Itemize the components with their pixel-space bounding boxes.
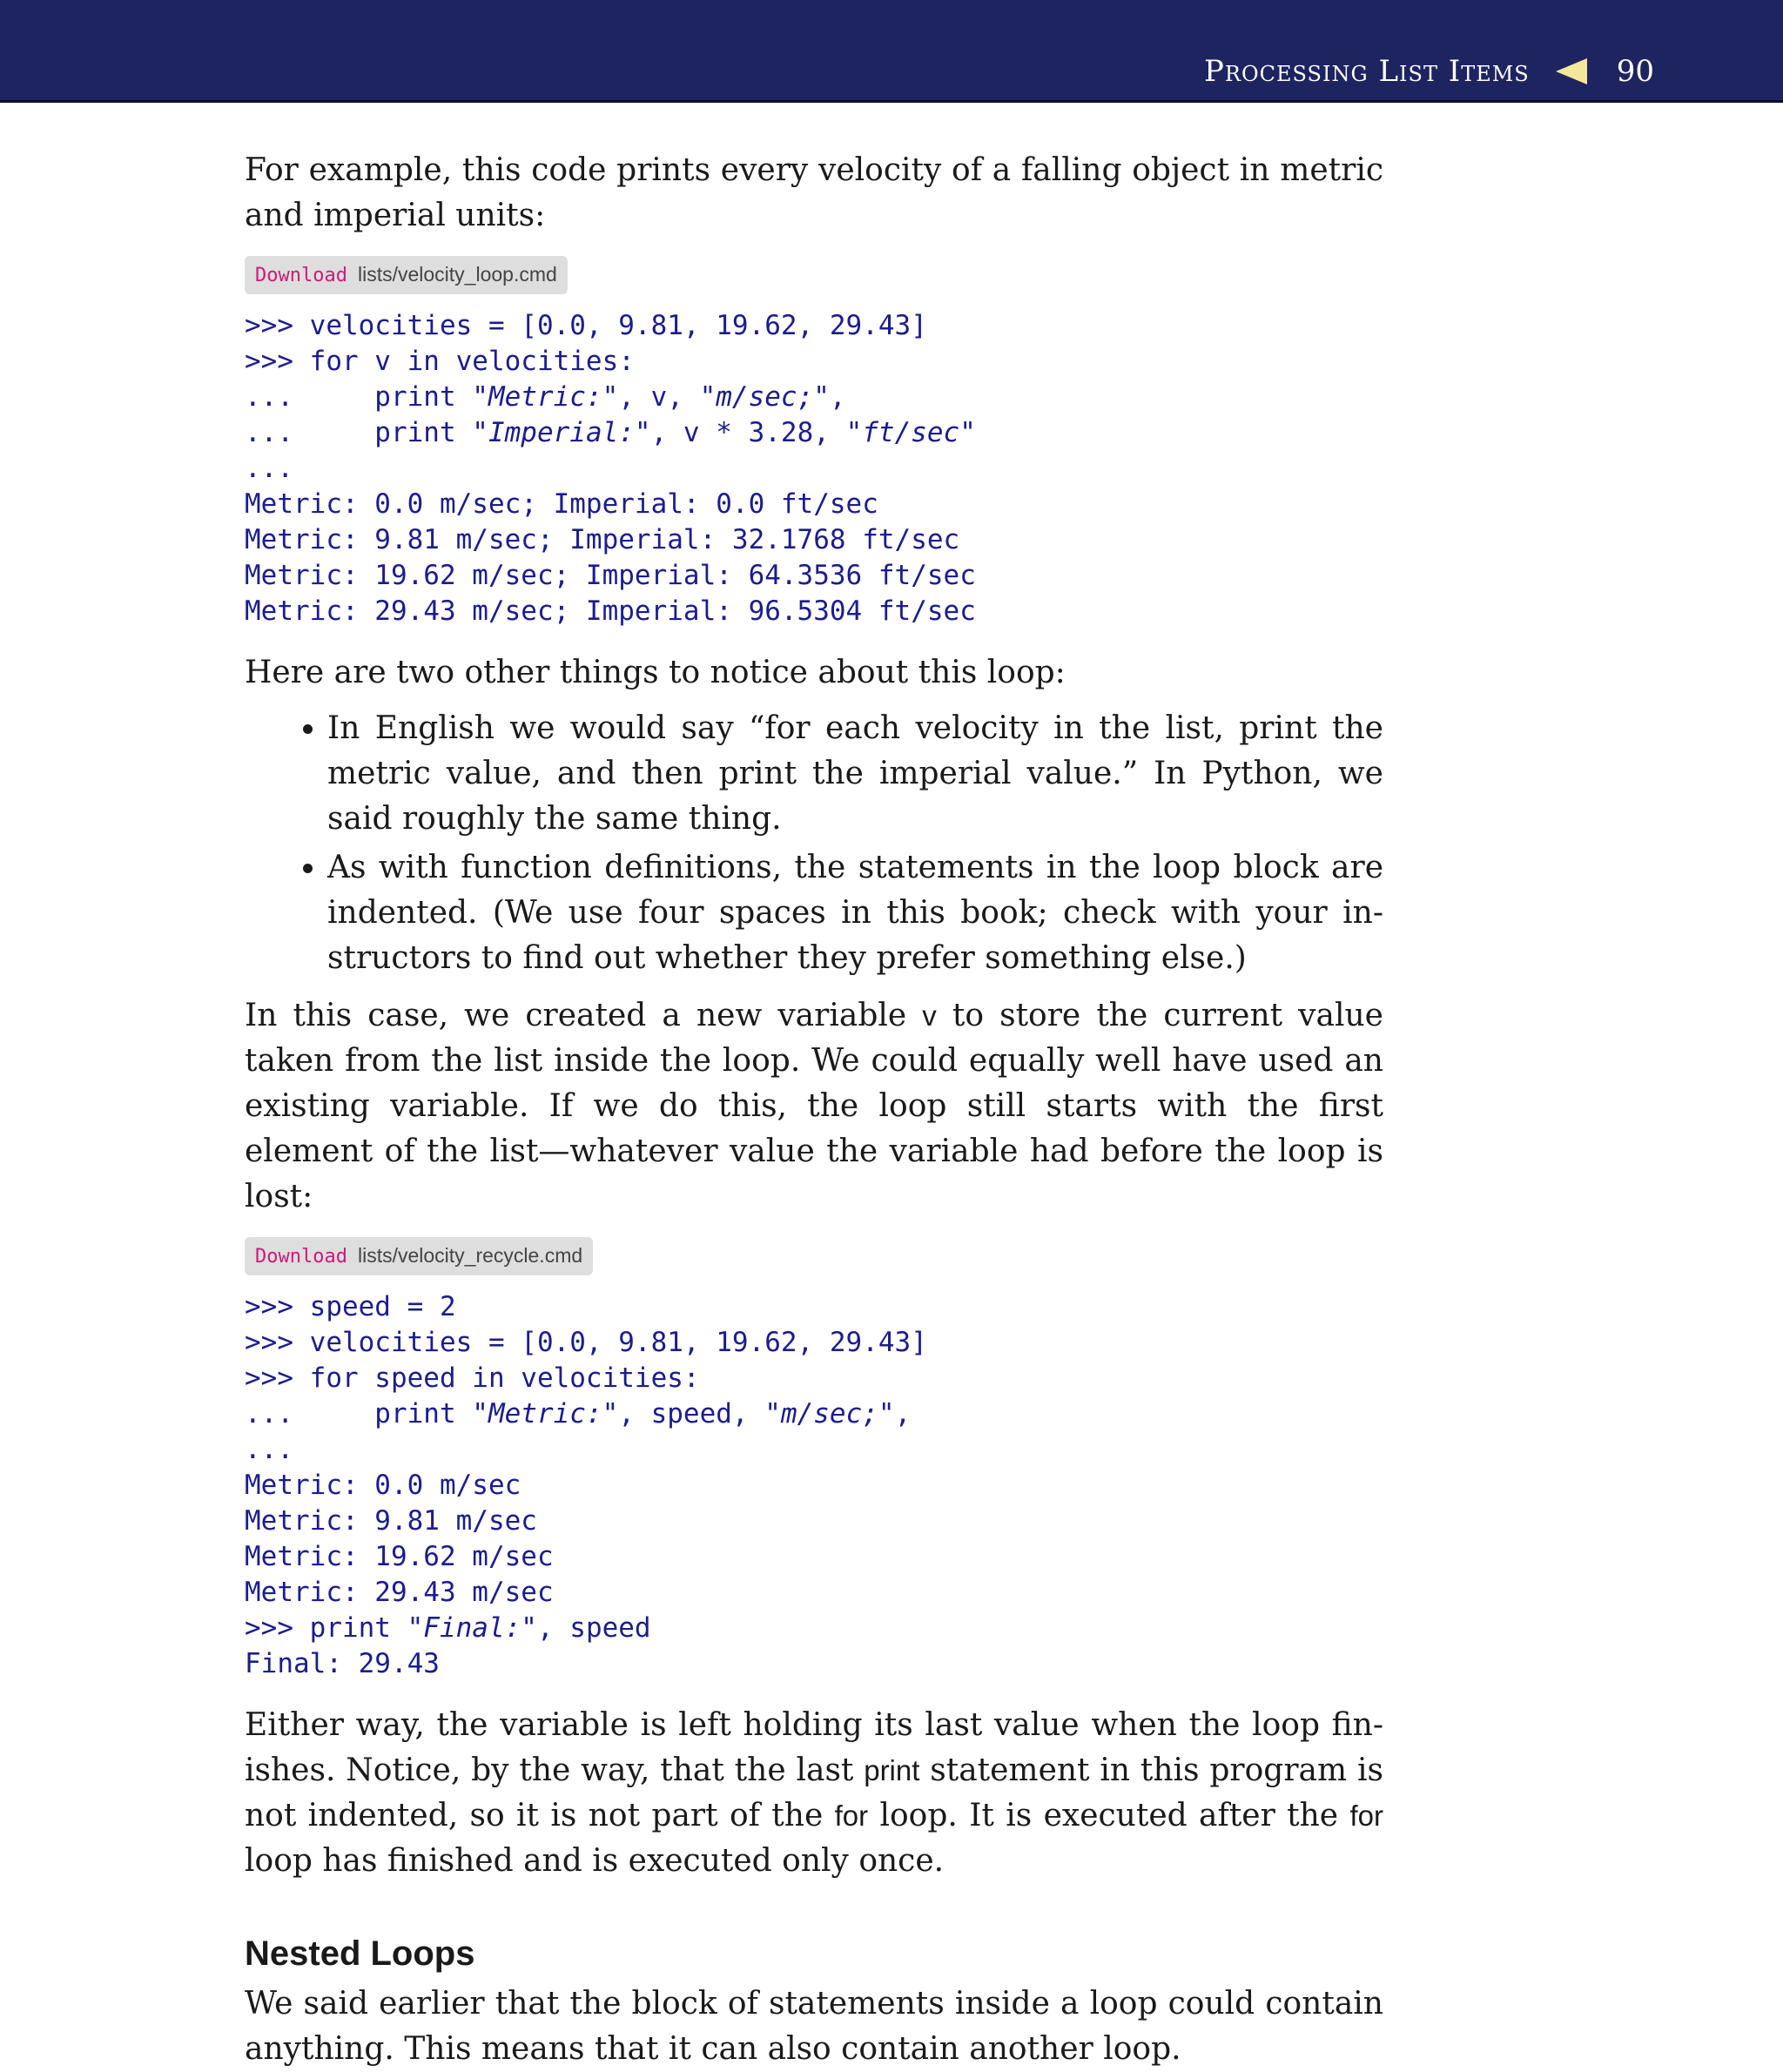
code-string: "m/sec;"	[699, 381, 830, 413]
bullet-list	[245, 706, 1383, 981]
code-token: Metric: 19.62 m/sec	[245, 1541, 554, 1572]
code-line	[245, 415, 1383, 451]
bullet-item: • As with function definitions, the statements in the loop block are indented. (We use four spaces in this book; check with your in-structors to find out whether they prefer something else.)	[327, 845, 1383, 981]
code-token: ... print	[245, 1398, 473, 1430]
nested-loops-paragraph: We said earlier that the block of statements inside a loop could contain anything. This means that it can also contain another loop.	[245, 1986, 1383, 2067]
code-line	[245, 1575, 1383, 1611]
code-line	[245, 522, 1383, 558]
text-run: loop. It is executed after the	[868, 1798, 1350, 1833]
section-heading: Nested Loops	[245, 1934, 475, 1973]
inline-code: for	[1349, 1800, 1383, 1832]
code-token: Metric: 29.43 m/sec	[245, 1577, 554, 1608]
code-line	[245, 1361, 1383, 1396]
code-line	[245, 1396, 1383, 1432]
notice-paragraph: Here are two other things to notice about this loop:	[245, 655, 1066, 690]
code-token: >>> for v in velocities:	[245, 346, 635, 377]
code-token: , speed	[536, 1612, 651, 1644]
chapter-title: Processing List Items	[1204, 54, 1530, 89]
code-line	[245, 1504, 1383, 1539]
code-line	[245, 1468, 1383, 1504]
code-line	[245, 558, 1383, 594]
page-body	[245, 148, 1383, 2072]
code-token: Final: 29.43	[245, 1648, 440, 1679]
code-token: Metric: 19.62 m/sec; Imperial: 64.3536 ft/sec	[245, 560, 976, 591]
code-token: ...	[245, 1434, 293, 1465]
code-line	[245, 308, 1383, 344]
code-listing-velocity-recycle	[245, 1289, 1383, 1682]
download-link[interactable]: Download	[255, 1246, 347, 1268]
code-token: ,	[894, 1398, 912, 1430]
text-run: statement in this program is not indented, so it is not part of the	[245, 1752, 1383, 1833]
intro-paragraph: For example, this code prints every velocity of a falling object in metric and imperial units:	[245, 152, 1383, 233]
code-token: Metric: 0.0 m/sec; Imperial: 0.0 ft/sec	[245, 488, 878, 520]
code-token: Metric: 9.81 m/sec	[245, 1505, 537, 1537]
download-link[interactable]: Download	[255, 265, 347, 286]
inline-code: v	[922, 999, 937, 1032]
code-token: ... print	[245, 381, 473, 413]
page-number: 90	[1616, 54, 1654, 89]
code-line	[245, 1611, 1383, 1646]
code-string: "Metric:"	[472, 381, 619, 413]
bullet-item: • In English we would say “for each velocity in the list, print the metric value, and then print the imperial value.” In Python, we said roughly the same thing.	[327, 706, 1383, 842]
either-way-paragraph	[245, 1703, 1383, 1884]
variable-paragraph	[245, 993, 1383, 1220]
code-token: Metric: 29.43 m/sec; Imperial: 96.5304 ft/sec	[245, 595, 976, 627]
code-line	[245, 594, 1383, 629]
code-token: >>> print	[245, 1612, 407, 1644]
code-string: "Imperial:"	[472, 417, 651, 448]
download-filename: lists/velocity_loop.cmd	[357, 263, 557, 286]
download-label[interactable]	[245, 256, 568, 294]
inline-code: print	[864, 1754, 920, 1786]
code-token: Metric: 0.0 m/sec	[245, 1470, 521, 1501]
code-token: , v * 3.28,	[650, 417, 846, 448]
code-token: >>> velocities = [0.0, 9.81, 19.62, 29.43]	[245, 310, 927, 341]
back-arrow-icon[interactable]	[1556, 58, 1587, 84]
code-token: >>> velocities = [0.0, 9.81, 19.62, 29.43]	[245, 1327, 927, 1358]
code-line	[245, 380, 1383, 415]
code-token: , v,	[618, 381, 700, 413]
code-token: ,	[829, 381, 846, 413]
code-token: Metric: 9.81 m/sec; Imperial: 32.1768 ft/sec	[245, 524, 960, 555]
text-run: Either way, the variable is left holding its last value when the loop fin-ishes. Notice, by the way, that the last	[245, 1707, 1383, 1788]
page-header	[0, 0, 1783, 103]
code-string: "Final:"	[407, 1612, 537, 1644]
download-label[interactable]	[245, 1237, 593, 1275]
text-run: to store the current value taken from the list inside the loop. We could equally well have used an existing variable. If we do this, the loop still starts with the first element of the list—whatever value the variable had before the loop is lost:	[245, 998, 1383, 1214]
text-run: In this case, we created a new variable	[245, 998, 923, 1033]
code-line	[245, 1325, 1383, 1361]
code-string: "m/sec;"	[764, 1398, 895, 1430]
text-run: loop has finished and is executed only once.	[245, 1843, 945, 1879]
inline-code: for	[834, 1800, 869, 1832]
code-line	[245, 1432, 1383, 1468]
code-line	[245, 1289, 1383, 1325]
download-filename: lists/velocity_recycle.cmd	[357, 1244, 583, 1267]
code-line	[245, 1646, 1383, 1682]
code-line	[245, 344, 1383, 380]
code-token: , speed,	[618, 1398, 765, 1430]
code-string: "Metric:"	[472, 1398, 619, 1430]
code-token: ...	[245, 453, 293, 484]
code-string: "ft/sec"	[845, 417, 976, 448]
code-line	[245, 1539, 1383, 1575]
code-line	[245, 451, 1383, 487]
code-token: >>> speed = 2	[245, 1291, 456, 1322]
header-right	[1204, 54, 1654, 89]
code-listing-velocity-loop	[245, 308, 1383, 629]
code-token: ... print	[245, 417, 473, 448]
code-token: >>> for speed in velocities:	[245, 1362, 700, 1394]
code-line	[245, 487, 1383, 522]
